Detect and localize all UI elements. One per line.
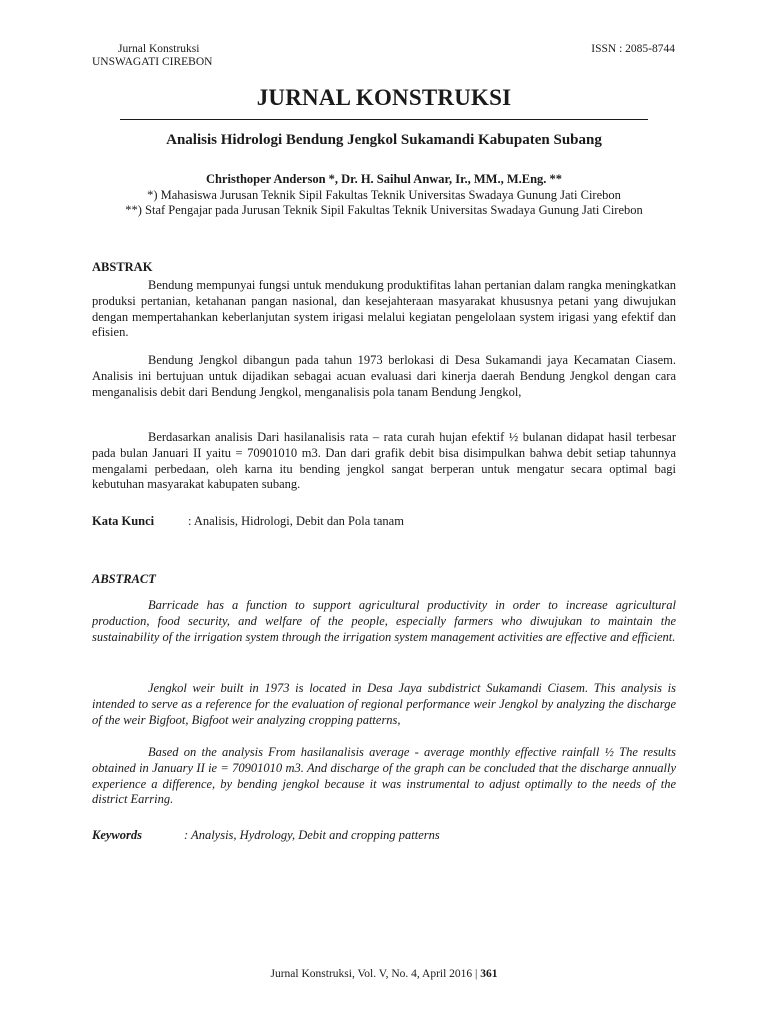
keywords [92,828,440,843]
running-header-left [92,43,212,69]
abstract-paragraph-text: Jengkol weir built in 1973 is located in Desa Jaya subdistrict Sukamandi Ciasem. This analysis is intended to serve as a reference for the evaluation of regional performance weir Jengkol by analyzing the discharge of the weir Bigfoot, Bigfoot weir analyzing cropping patterns, [92,681,676,727]
abstract-paragraph-text: Based on the analysis From hasilanalisis average - average monthly effective rainfall ½ The results obtained in January II ie = 70901010 m3. And discharge of the graph can be concluded that the discharge annually experience a difference, by bending jengkol because it was instrumental to adjust optimally to the needs of the district Earring. [92,745,676,807]
page-number: 361 [480,968,498,980]
keywords-value: : Analysis, Hydrology, Debit and cropping patterns [184,828,440,842]
abstract-paragraph [92,598,676,645]
abstrak-paragraph-text: Berdasarkan analisis Dari hasilanalisis rata – rata curah hujan efektif ½ bulanan didapat hasil terbesar pada bulan Januari II yaitu = 70901010 m3. Dan dari grafik debit bisa disimpulkan bahwa debit setiap tahunnya mengalami perbedaan, oleh karna itu bending jengkol sangat berperan untuk mengatur secara optimal bagi kebutuhan masyarakat kabupaten subang. [92,430,676,492]
abstrak-paragraph-text: Bendung Jengkol dibangun pada tahun 1973 berlokasi di Desa Sukamandi jaya Kecamatan Ciasem. Analisis ini bertujuan untuk dijadikan sebagai acuan evaluasi dari kinerja daerah Bendung Jengkol dengan cara menganalisis debit dari Bendung Jengkol, menganalisis pola tanam Bendung Jengkol, [92,353,676,399]
header-issn: ISSN : 2085-8744 [591,43,675,55]
abstract-paragraph-text: Barricade has a function to support agricultural productivity in order to increase agricultural production, food security, and welfare of the people, especially farmers who diwujukan to maintain the sustainability of the irrigation system through the irrigation system management activities are effective and efficient. [92,598,676,644]
kata-kunci-value: : Analisis, Hidrologi, Debit dan Pola tanam [188,514,404,528]
page-footer [0,968,768,980]
header-journal: Jurnal Konstruksi [118,43,200,55]
abstrak-paragraph [92,353,676,400]
abstract-paragraph [92,681,676,728]
footer-citation: Jurnal Konstruksi, Vol. V, No. 4, April 2016 | [270,968,478,980]
journal-title: JURNAL KONSTRUKSI [256,85,512,110]
abstrak-heading: ABSTRAK [92,260,153,274]
abstrak-paragraph-text: Bendung mempunyai fungsi untuk mendukung produktifitas lahan pertanian dalam rangka meningkatkan produksi pertanian, ketahanan pangan nasional, dan kesejahteraan masyarakat khususnya petani yang diwujukan dengan mempertahankan keberlanjutan system irigasi melalui kegiatan pengelolaan system irigasi yang efektif dan efisien. [92,278,676,340]
header-institution: UNSWAGATI CIREBON [92,56,213,68]
abstract-heading: ABSTRACT [92,572,156,586]
abstrak-paragraph [92,278,676,341]
author-names: Christhoper Anderson *, Dr. H. Saihul Anwar, Ir., MM., M.Eng. ** [205,172,563,186]
kata-kunci-label: Kata Kunci [92,514,155,528]
keywords-label: Keywords [92,828,142,842]
abstrak-paragraph [92,430,676,493]
abstract-paragraph [92,745,676,808]
affiliation-2: **) Staf Pengajar pada Jurusan Teknik Sipil Fakultas Teknik Universitas Swadaya Gunung Jati Cirebon [125,203,643,217]
title-rule [120,119,648,120]
author-block [92,172,676,219]
article-title: Analisis Hidrologi Bendung Jengkol Sukamandi Kabupaten Subang [166,132,602,148]
affiliation-1: *) Mahasiswa Jurusan Teknik Sipil Fakultas Teknik Universitas Swadaya Gunung Jati Cirebon [147,187,621,202]
kata-kunci [92,514,404,529]
